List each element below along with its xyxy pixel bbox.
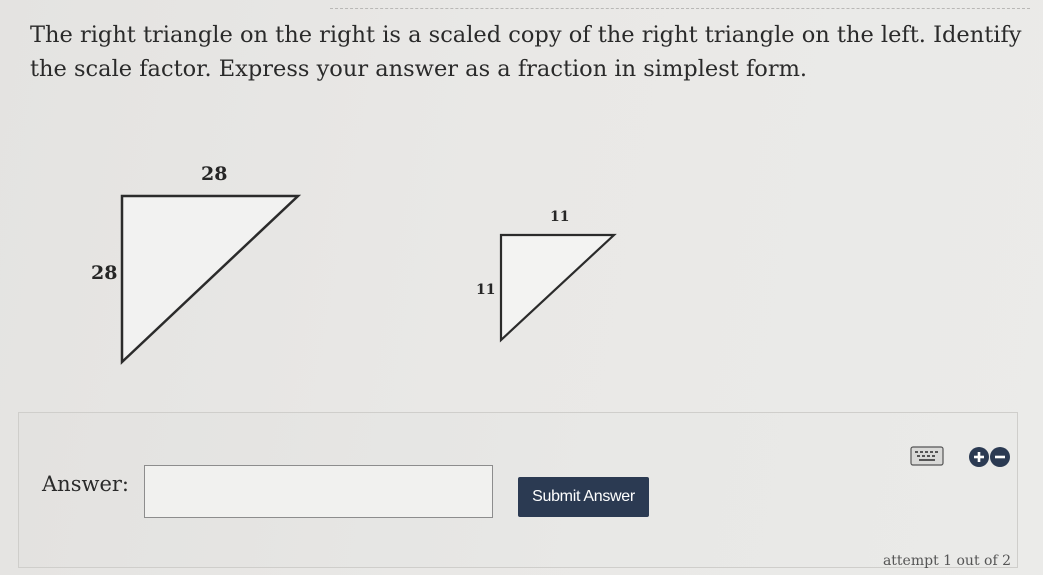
right-triangle-side-label: 11 xyxy=(476,282,496,298)
submit-answer-button[interactable]: Submit Answer xyxy=(518,477,649,517)
math-toolbar xyxy=(910,446,1020,470)
question-line-2: the scale factor. Express your answer as a fraction in simplest form. xyxy=(30,56,808,82)
attempt-counter: attempt 1 out of 2 xyxy=(882,553,1011,569)
plus-icon[interactable] xyxy=(968,446,990,468)
left-triangle xyxy=(122,196,298,362)
answer-label: Answer: xyxy=(42,472,129,496)
right-triangle xyxy=(501,235,614,340)
question-line-1: The right triangle on the right is a scaled copy of the right triangle on the left. Identify xyxy=(30,22,1022,48)
left-triangle-side-label: 28 xyxy=(91,262,118,284)
left-triangle-top-label: 28 xyxy=(201,163,228,185)
keyboard-icon[interactable] xyxy=(910,446,944,466)
right-triangle-top-label: 11 xyxy=(550,209,570,225)
answer-input[interactable] xyxy=(144,465,493,518)
minus-icon[interactable] xyxy=(989,446,1011,468)
